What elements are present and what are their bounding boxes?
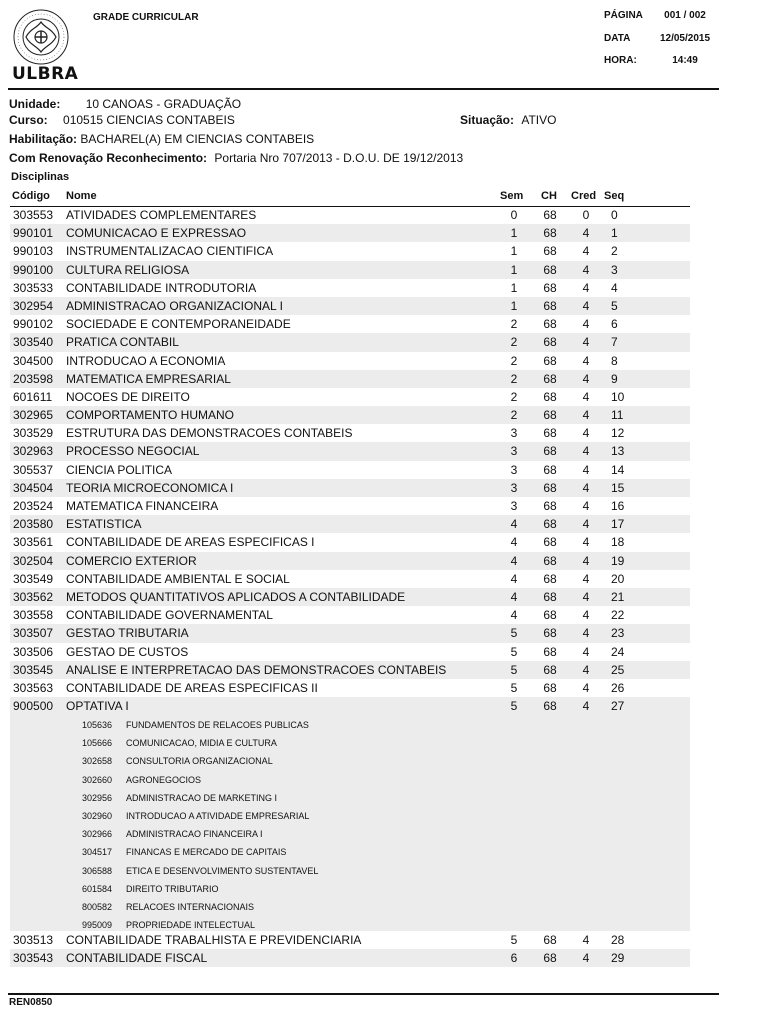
curso-value: 010515 CIENCIAS CONTABEIS [63, 113, 235, 127]
cell-name: GESTAO TRIBUTARIA [66, 626, 189, 641]
cell-ch: 68 [543, 408, 557, 423]
cell-cred: 4 [582, 933, 590, 948]
habilitacao-label: Habilitação: [9, 132, 78, 146]
cell-sem: 1 [510, 298, 518, 313]
cell-sem: 1 [510, 280, 518, 295]
table-row [10, 479, 690, 497]
cell-cred: 4 [582, 226, 590, 241]
cell-sem: 2 [510, 371, 518, 386]
option-name: FUNDAMENTOS DE RELACOES PUBLICAS [126, 720, 309, 731]
optativa-option [10, 751, 690, 769]
option-code: 304517 [82, 847, 113, 858]
cell-sem: 3 [510, 462, 518, 477]
cell-sem: 3 [510, 444, 518, 459]
cell-name: CONTABILIDADE DE AREAS ESPECIFICAS II [66, 680, 318, 695]
cell-name: NOCOES DE DIREITO [66, 389, 190, 404]
cell-ch: 68 [543, 208, 557, 222]
cell-ch: 68 [543, 262, 557, 277]
table-row [10, 279, 690, 297]
cell-ch: 68 [543, 933, 557, 948]
optativa-option [10, 806, 690, 824]
cell-ch: 68 [543, 244, 557, 259]
cell-ch: 68 [543, 589, 557, 604]
cell-sem: 5 [510, 662, 518, 677]
habilitacao-line [9, 132, 314, 146]
optativa-option [10, 770, 690, 788]
table-row [10, 442, 690, 460]
date-value: 12/05/2015 [659, 33, 711, 44]
curso-line [9, 113, 235, 127]
cell-ch: 68 [543, 335, 557, 350]
cell-code: 303563 [13, 680, 54, 695]
cell-code: 304504 [13, 480, 54, 495]
report-title: GRADE CURRICULAR [93, 12, 199, 23]
cell-ch: 68 [543, 535, 557, 550]
cell-sem: 4 [510, 553, 518, 568]
cell-sem: 4 [510, 517, 518, 532]
cell-name: SOCIEDADE E CONTEMPORANEIDADE [66, 317, 291, 332]
logo-wordmark: ULBRA [12, 64, 79, 84]
cell-sem: 5 [510, 626, 518, 641]
disciplinas-title: Disciplinas [11, 171, 70, 183]
cell-ch: 68 [543, 644, 557, 659]
table-row [10, 931, 690, 949]
option-code: 306588 [82, 865, 113, 876]
table-row [10, 297, 690, 315]
cell-name: CONTABILIDADE DE AREAS ESPECIFICAS I [66, 535, 315, 550]
cell-seq: 24 [611, 644, 625, 659]
option-code: 302658 [82, 756, 113, 767]
cell-cred: 4 [582, 553, 590, 568]
table-row [10, 261, 690, 279]
cell-seq: 6 [611, 317, 618, 332]
cell-name: TEORIA MICROECONOMICA I [66, 480, 234, 495]
optativa-option [10, 715, 690, 733]
table-row [10, 533, 690, 551]
cell-seq: 2 [611, 244, 618, 259]
cell-code: 305537 [13, 462, 54, 477]
unidade-value: 10 CANOAS - GRADUAÇÃO [85, 97, 242, 111]
cell-seq: 10 [611, 389, 625, 404]
cell-code: 303529 [13, 426, 54, 441]
table-row [10, 406, 690, 424]
situacao-line [460, 113, 556, 127]
cell-ch: 68 [543, 680, 557, 695]
cell-seq: 9 [611, 371, 618, 386]
cell-code: 303513 [13, 933, 54, 948]
cell-code: 303533 [13, 280, 54, 295]
cell-cred: 4 [582, 626, 590, 641]
cell-code: 302954 [13, 298, 54, 313]
cell-code: 304500 [13, 353, 54, 368]
cell-sem: 3 [510, 426, 518, 441]
cell-cred: 4 [582, 480, 590, 495]
option-name: AGRONEGOCIOS [126, 774, 202, 785]
cell-code: 990103 [13, 244, 54, 259]
cell-cred: 4 [582, 644, 590, 659]
cell-cred: 4 [582, 353, 590, 368]
cell-cred: 4 [582, 462, 590, 477]
col-header-ch: CH [541, 190, 557, 202]
optativa-option [10, 879, 690, 897]
cell-code: 303543 [13, 951, 54, 966]
table-row [10, 333, 690, 351]
optativa-cell-seq: 27 [611, 699, 625, 714]
table-row [10, 497, 690, 515]
cell-cred: 4 [582, 317, 590, 332]
cell-cred: 4 [582, 662, 590, 677]
report-code: REN0850 [9, 997, 53, 1008]
table-row [10, 624, 690, 642]
table-row [10, 370, 690, 388]
cell-cred: 0 [582, 208, 590, 222]
cell-code: 203580 [13, 517, 54, 532]
cell-name: INTRODUCAO A ECONOMIA [66, 353, 226, 368]
cell-seq: 15 [611, 480, 625, 495]
cell-seq: 8 [611, 353, 618, 368]
cell-sem: 5 [510, 644, 518, 659]
cell-cred: 4 [582, 499, 590, 513]
cell-ch: 68 [543, 662, 557, 677]
cell-cred: 4 [582, 951, 590, 966]
cell-seq: 0 [611, 208, 618, 222]
optativa-block [10, 697, 690, 931]
cell-cred: 4 [582, 535, 590, 550]
curso-label: Curso: [9, 113, 48, 127]
cell-seq: 3 [611, 262, 618, 277]
cell-name: PROCESSO NEGOCIAL [66, 444, 200, 459]
cell-sem: 1 [510, 262, 518, 277]
cell-code: 303549 [13, 571, 54, 586]
table-row [10, 515, 690, 533]
cell-code: 990102 [13, 317, 54, 332]
cell-seq: 12 [611, 426, 625, 441]
disciplinas-table [10, 206, 690, 967]
option-name: CONSULTORIA ORGANIZACIONAL [126, 756, 273, 767]
table-row [10, 352, 690, 370]
habilitacao-value: BACHAREL(A) EM CIENCIAS CONTABEIS [80, 132, 315, 146]
page-number: 001 / 002 [664, 10, 706, 21]
cell-ch: 68 [543, 517, 557, 532]
cell-sem: 1 [510, 244, 518, 259]
table-row [10, 242, 690, 260]
cell-cred: 4 [582, 517, 590, 532]
cell-name: CONTABILIDADE GOVERNAMENTAL [66, 608, 273, 623]
cell-sem: 2 [510, 389, 518, 404]
cell-code: 303561 [13, 535, 54, 550]
optativa-option [10, 842, 690, 860]
cell-name: CONTABILIDADE TRABALHISTA E PREVIDENCIARIA [66, 933, 362, 948]
cell-ch: 68 [543, 389, 557, 404]
option-name: ADMINISTRACAO FINANCEIRA I [126, 829, 263, 840]
date-label: DATA [604, 33, 631, 44]
cell-code: 203598 [13, 371, 54, 386]
cell-seq: 21 [611, 589, 625, 604]
cell-name: METODOS QUANTITATIVOS APLICADOS A CONTABILIDADE [66, 589, 406, 604]
cell-name: CONTABILIDADE INTRODUTORIA [66, 280, 257, 295]
cell-name: GESTAO DE CUSTOS [66, 644, 189, 659]
cell-sem: 4 [510, 571, 518, 586]
table-row [10, 661, 690, 679]
option-name: ETICA E DESENVOLVIMENTO SUSTENTAVEL [126, 865, 319, 876]
cell-sem: 2 [510, 408, 518, 423]
option-code: 995009 [82, 920, 113, 931]
table-row [10, 606, 690, 624]
option-name: ADMINISTRACAO DE MARKETING I [126, 792, 278, 803]
option-name: INTRODUCAO A ATIVIDADE EMPRESARIAL [126, 811, 310, 821]
cell-name: ESTRUTURA DAS DEMONSTRACOES CONTABEIS [66, 426, 353, 441]
cell-seq: 18 [611, 535, 625, 550]
col-header-cred: Cred [571, 190, 597, 202]
cell-ch: 68 [543, 317, 557, 332]
cell-cred: 4 [582, 608, 590, 623]
cell-sem: 4 [510, 608, 518, 623]
cell-sem: 3 [510, 480, 518, 495]
renovacao-value: Portaria Nro 707/2013 - D.O.U. DE 19/12/2013 [214, 151, 464, 165]
cell-code: 303540 [13, 335, 54, 350]
cell-name: MATEMATICA EMPRESARIAL [66, 371, 231, 386]
cell-code: 601611 [13, 389, 53, 404]
optativa-cell-name: OPTATIVA I [66, 699, 129, 714]
cell-sem: 3 [510, 499, 518, 513]
cell-code: 990101 [13, 226, 54, 241]
option-name: DIREITO TRIBUTARIO [126, 883, 219, 894]
cell-ch: 68 [543, 608, 557, 623]
table-row [10, 424, 690, 442]
cell-code: 303553 [13, 208, 54, 222]
cell-ch: 68 [543, 298, 557, 313]
option-name: PROPRIEDADE INTELECTUAL [126, 920, 256, 931]
table-row [10, 224, 690, 242]
optativa-option [10, 788, 690, 806]
option-code: 302966 [82, 829, 113, 840]
report-header [0, 0, 768, 92]
col-header-name: Nome [66, 190, 97, 202]
cell-name: ANALISE E INTERPRETACAO DAS DEMONSTRACOES CONTABEIS [66, 662, 447, 677]
cell-seq: 29 [611, 951, 625, 966]
optativa-option [10, 733, 690, 751]
cell-ch: 68 [543, 499, 557, 513]
situacao-label: Situação: [460, 113, 515, 127]
optativa-option [10, 897, 690, 915]
cell-name: CULTURA RELIGIOSA [66, 262, 190, 277]
optativa-cell-cred: 4 [582, 699, 590, 714]
cell-cred: 4 [582, 589, 590, 604]
cell-sem: 2 [510, 335, 518, 350]
cell-seq: 26 [611, 680, 625, 695]
cell-cred: 4 [582, 335, 590, 350]
cell-seq: 22 [611, 608, 625, 623]
header-divider [8, 88, 719, 90]
optativa-option [10, 824, 690, 842]
option-code: 800582 [82, 901, 113, 912]
cell-sem: 6 [510, 951, 518, 966]
option-code: 105666 [82, 738, 113, 749]
cell-code: 302504 [13, 553, 54, 568]
cell-seq: 23 [611, 626, 625, 641]
cell-name: ATIVIDADES COMPLEMENTARES [66, 208, 257, 222]
cell-sem: 5 [510, 933, 518, 948]
option-code: 302660 [82, 774, 113, 785]
renovacao-line [9, 151, 463, 165]
cell-name: CIENCIA POLITICA [66, 462, 173, 477]
unidade-label: Unidade: [9, 97, 61, 111]
cell-seq: 5 [611, 298, 618, 313]
cell-name: INSTRUMENTALIZACAO CIENTIFICA [66, 244, 274, 259]
table-row [10, 206, 690, 224]
cell-cred: 4 [582, 426, 590, 441]
cell-seq: 25 [611, 662, 625, 677]
cell-code: 303545 [13, 662, 54, 677]
table-row [10, 679, 690, 697]
cell-seq: 28 [611, 933, 625, 948]
table-row [10, 552, 690, 570]
cell-code: 303507 [13, 626, 54, 641]
cell-cred: 4 [582, 298, 590, 313]
table-row [10, 643, 690, 661]
cell-cred: 4 [582, 571, 590, 586]
unidade-line [9, 97, 241, 111]
situacao-value: ATIVO [521, 113, 557, 127]
optativa-cell-sem: 5 [510, 699, 518, 714]
optativa-cell-ch: 68 [543, 699, 557, 714]
renovacao-label: Com Renovação Reconhecimento: [9, 151, 208, 165]
cell-seq: 20 [611, 571, 625, 586]
time-label: HORA: [604, 55, 637, 66]
cell-code: 303562 [13, 589, 54, 604]
table-row [10, 461, 690, 479]
cell-cred: 4 [582, 262, 590, 277]
col-header-sem: Sem [500, 190, 524, 202]
cell-ch: 68 [543, 444, 557, 459]
cell-ch: 68 [543, 626, 557, 641]
cell-cred: 4 [582, 408, 590, 423]
cell-code: 303558 [13, 608, 54, 623]
col-header-seq: Seq [604, 190, 625, 202]
option-code: 105636 [82, 720, 113, 731]
footer-divider [8, 993, 719, 995]
cell-sem: 0 [510, 208, 518, 222]
cell-name: CONTABILIDADE AMBIENTAL E SOCIAL [66, 571, 290, 586]
cell-ch: 68 [543, 353, 557, 368]
cell-seq: 1 [611, 226, 618, 241]
cell-sem: 4 [510, 535, 518, 550]
table-row [10, 570, 690, 588]
cell-name: COMUNICACAO E EXPRESSAO [66, 226, 247, 241]
cell-seq: 4 [611, 280, 618, 295]
option-code: 302956 [82, 792, 113, 803]
cell-sem: 5 [510, 680, 518, 695]
optativa-option [10, 861, 690, 879]
cell-cred: 4 [582, 371, 590, 386]
cell-seq: 19 [611, 553, 625, 568]
cell-code: 302965 [13, 408, 54, 423]
col-header-code: Código [12, 190, 50, 202]
cell-ch: 68 [543, 553, 557, 568]
cell-code: 302963 [13, 444, 54, 459]
cell-cred: 4 [582, 280, 590, 295]
cell-sem: 2 [510, 317, 518, 332]
cell-seq: 17 [611, 517, 625, 532]
cell-seq: 14 [611, 462, 625, 477]
table-row [10, 315, 690, 333]
cell-sem: 2 [510, 353, 518, 368]
cell-name: ESTATISTICA [66, 517, 142, 532]
cell-ch: 68 [543, 951, 557, 966]
cell-name: MATEMATICA FINANCEIRA [66, 499, 219, 513]
table-row [10, 588, 690, 606]
cell-cred: 4 [582, 444, 590, 459]
cell-ch: 68 [543, 280, 557, 295]
option-code: 601584 [82, 883, 113, 894]
cell-seq: 7 [611, 335, 618, 350]
option-code: 302960 [82, 811, 113, 821]
cell-seq: 16 [611, 499, 625, 513]
cell-cred: 4 [582, 244, 590, 259]
time-value: 14:49 [672, 55, 698, 66]
page-label: PÁGINA [604, 10, 643, 21]
option-name: COMUNICACAO, MIDIA E CULTURA [126, 738, 277, 749]
cell-name: COMERCIO EXTERIOR [66, 553, 197, 568]
cell-sem: 1 [510, 226, 518, 241]
table-row [10, 388, 690, 406]
cell-code: 203524 [13, 499, 54, 513]
option-name: FINANCAS E MERCADO DE CAPITAIS [126, 847, 287, 858]
cell-cred: 4 [582, 680, 590, 695]
cell-name: ADMINISTRACAO ORGANIZACIONAL I [66, 298, 283, 313]
cell-name: COMPORTAMENTO HUMANO [66, 408, 235, 423]
cell-seq: 13 [611, 444, 625, 459]
cell-cred: 4 [582, 389, 590, 404]
cell-ch: 68 [543, 426, 557, 441]
optativa-cell-code: 900500 [13, 699, 54, 714]
table-row [10, 949, 690, 967]
cell-ch: 68 [543, 226, 557, 241]
cell-code: 303506 [13, 644, 54, 659]
cell-name: CONTABILIDADE FISCAL [66, 951, 208, 966]
option-name: RELACOES INTERNACIONAIS [126, 901, 255, 912]
cell-code: 990100 [13, 262, 54, 277]
cell-name: PRATICA CONTABIL [66, 335, 179, 350]
cell-sem: 4 [510, 589, 518, 604]
cell-ch: 68 [543, 480, 557, 495]
optativa-row [10, 697, 690, 715]
cell-ch: 68 [543, 462, 557, 477]
cell-ch: 68 [543, 371, 557, 386]
cell-ch: 68 [543, 571, 557, 586]
cell-seq: 11 [611, 408, 624, 423]
